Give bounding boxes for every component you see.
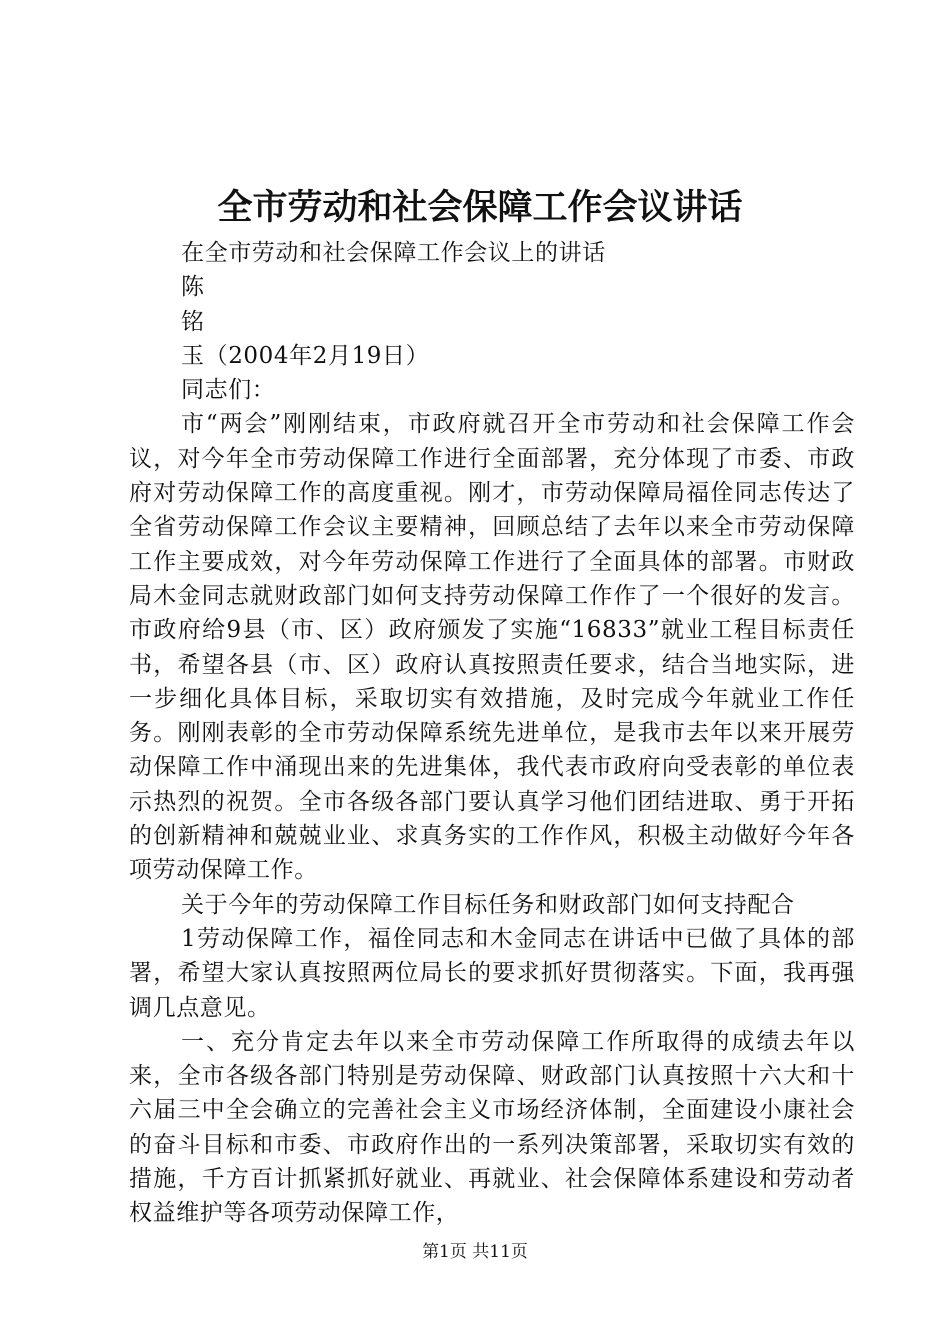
paragraph: 一、充分肯定去年以来全市劳动保障工作所取得的成绩去年以来，全市各级各部门特别是劳动保障、财政部门认真按照十六大和十六届三中全会确立的完善社会主义市场经济体制，全面建设小康社会的奋斗目标和市委、市政府作出的一系列决策部署，采取切实有效的措施，千方百计抓紧抓好就业、再就业、社会保障体系建设和劳动者权益维护等各项劳动保障工作， <box>129 1028 855 1227</box>
document-title: 全市劳动和社会保障工作会议讲话 <box>217 188 743 228</box>
speaker-name-line-2: 铭 <box>181 308 205 335</box>
document-body <box>129 236 855 1231</box>
paragraph: 市“两会”刚刚结束，市政府就召开全市劳动和社会保障工作会议，对今年全市劳动保障工作进行全面部署，充分体现了市委、市政府对劳动保障工作的高度重视。刚才，市劳动保障局福佺同志传达了全省劳动保障工作会议主要精神，回顾总结了去年以来全市劳动保障工作主要成效，对今年劳动保障工作进行了全面具体的部署。市财政局木金同志就财政部门如何支持劳动保障工作作了一个很好的发言。市政府给9县（市、区）政府颁发了实施“16833”就业工程目标责任书，希望各县（市、区）政府认真按照责任要求，结合当地实际，进一步细化具体目标，采取切实有效措施，及时完成今年就业工作任务。刚刚表彰的全市劳动保障系统先进单位，是我市去年以来开展劳动保障工作中涌现出来的先进集体，我代表市政府向受表彰的单位表示热烈的祝贺。全市各级各部门要认真学习他们团结进取、勇于开拓的创新精神和兢兢业业、求真务实的工作作风，积极主动做好今年各项劳动保障工作。 <box>129 411 855 884</box>
speech-subtitle: 在全市劳动和社会保障工作会议上的讲话 <box>181 240 606 266</box>
paragraph: 关于今年的劳动保障工作目标任务和财政部门如何支持配合 <box>181 891 795 918</box>
salutation: 同志们： <box>181 377 276 404</box>
paragraph: 1劳动保障工作，福佺同志和木金同志在讲话中已做了具体的部署，希望大家认真按照两位局长的要求抓好贯彻落实。下面，我再强调几点意见。 <box>129 925 855 1021</box>
speaker-name-line-1: 陈 <box>181 274 205 301</box>
speaker-name-date-line: 玉（2004年2月19日） <box>181 342 430 369</box>
page-number-footer: 第1页 共11页 <box>422 1242 528 1262</box>
